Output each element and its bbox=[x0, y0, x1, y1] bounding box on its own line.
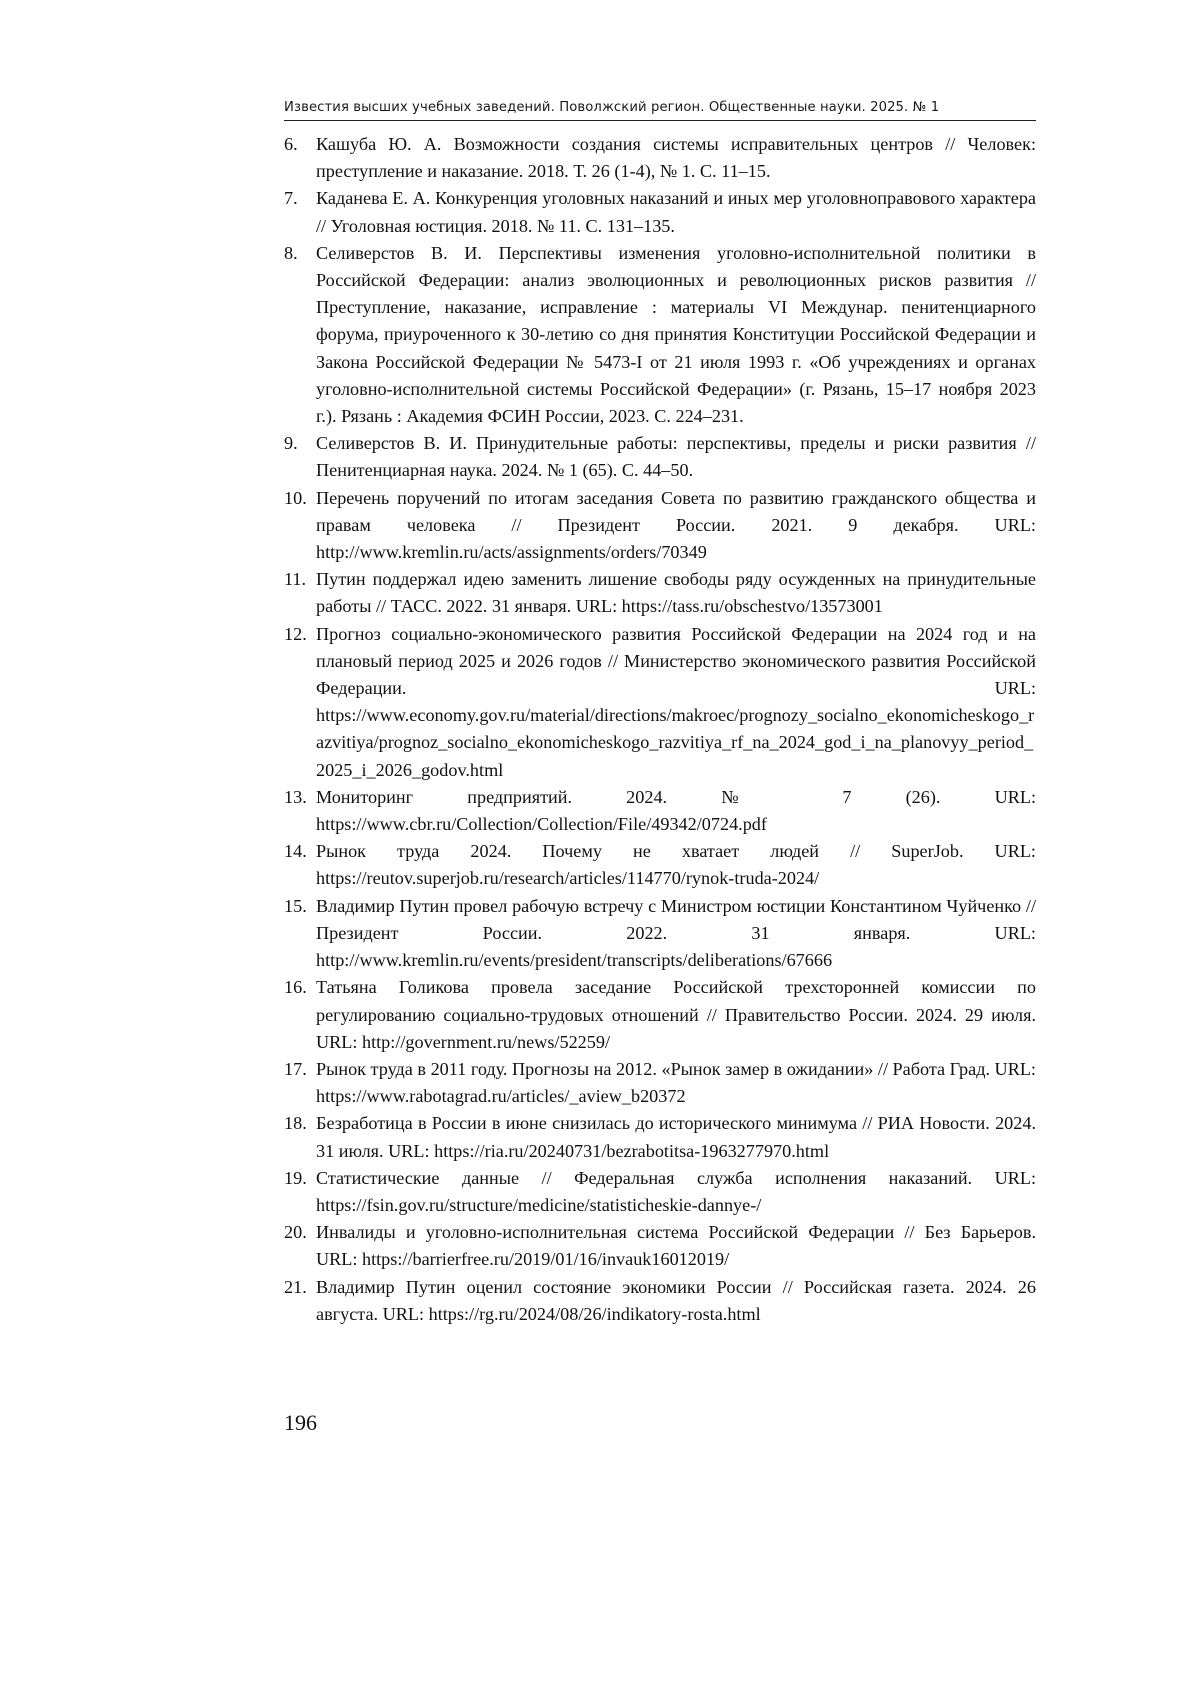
reference-number: 20. bbox=[284, 1222, 307, 1243]
reference-number: 11. bbox=[284, 569, 307, 590]
reference-text: Перечень поручений по итогам заседания Совета по развитию гражданского общества и правам человека // Президент России. 2021. 9 декабря. URL: http://www.kremlin.ru/acts/assignments/orders/70349 bbox=[316, 487, 1036, 563]
reference-item bbox=[284, 1274, 1036, 1328]
reference-text: Владимир Путин провел рабочую встречу с Министром юстиции Константином Чуйченко // Президент России. 2022. 31 января. URL: http://www.kremlin.ru/events/president/transcripts/deliberations/67666 bbox=[316, 895, 1036, 971]
reference-number: 19. bbox=[284, 1167, 307, 1188]
page-number: 196 bbox=[284, 1410, 317, 1435]
reference-text: Рынок труда в 2011 году. Прогнозы на 2012. «Рынок замер в ожидании» // Работа Град. URL: https://www.rabotagrad.ru/articles/_aview_b20372 bbox=[316, 1058, 1036, 1107]
reference-number: 18. bbox=[284, 1113, 307, 1134]
reference-text: Татьяна Голикова провела заседание Российской трехсторонней комиссии по регулированию социально-трудовых отношений // Правительство России. 2024. 29 июля. URL: http://government.ru/news/52259/ bbox=[316, 977, 1036, 1052]
reference-number: 8. bbox=[284, 242, 298, 263]
running-header: Известия высших учебных заведений. Поволжский регион. Общественные науки. 2025. № 1 bbox=[284, 100, 1036, 121]
reference-item bbox=[284, 1165, 1036, 1219]
reference-number: 15. bbox=[284, 895, 307, 916]
reference-item bbox=[284, 621, 1036, 784]
reference-number: 13. bbox=[284, 786, 307, 807]
reference-text: Прогноз социально-экономического развития Российской Федерации на 2024 год и на плановый период 2025 и 2026 годов // Министерство экономического развития Российской Федерации. URL: https://www.economy.gov.ru/material/directions/makroec/prognozy_socialno_ekonomicheskogo_razvitiya/prognoz_socialno_ekonomicheskogo_razvitiya_rf_na_2024_god_i_na_planovyy_period_2025_i_2026_godov.html bbox=[316, 623, 1036, 780]
reference-number: 7. bbox=[284, 188, 298, 209]
reference-number: 21. bbox=[284, 1276, 307, 1297]
reference-text: Селиверстов В. И. Перспективы изменения уголовно-исполнительной политики в Российской Федерации: анализ эволюционных и революционных рисков развития // Преступление, наказание, исправление : материалы VI Междунар. пенитенциарного форума, приуроченного к 30-летию со дня принятия Конституции Российской Федерации и Закона Российской Федерации № 5473-I от 21 июля 1993 г. «Об учреждениях и органах уголовно-исполнительной системы Российской Федерации» (г. Рязань, 15–17 ноября 2023 г.). Рязань : Академия ФСИН России, 2023. С. 224–231. bbox=[316, 242, 1036, 427]
reference-text: Кашуба Ю. А. Возможности создания системы исправительных центров // Человек: преступление и наказание. 2018. Т. 26 (1-4), № 1. С. 11–15. bbox=[316, 134, 1036, 182]
reference-text: Мониторинг предприятий. 2024. № 7 (26). URL: https://www.cbr.ru/Collection/Collection/File/49342/0724.pdf bbox=[316, 786, 1036, 835]
reference-item bbox=[284, 1056, 1036, 1110]
reference-item bbox=[284, 784, 1036, 838]
reference-item bbox=[284, 1219, 1036, 1273]
reference-text: Каданева Е. А. Конкуренция уголовных наказаний и иных мер уголовноправового характера // Уголовная юстиция. 2018. № 11. С. 131–135. bbox=[316, 188, 1036, 236]
reference-number: 10. bbox=[284, 487, 307, 508]
reference-number: 17. bbox=[284, 1058, 307, 1079]
reference-item bbox=[284, 1110, 1036, 1164]
reference-number: 12. bbox=[284, 623, 307, 644]
reference-number: 6. bbox=[284, 134, 298, 154]
reference-text: Путин поддержал идею заменить лишение свободы ряду осужденных на принудительные работы // ТАСС. 2022. 31 января. URL: https://tass.ru/obschestvo/13573001 bbox=[316, 569, 1036, 617]
reference-text: Статистические данные // Федеральная служба исполнения наказаний. URL: https://fsin.gov.ru/structure/medicine/statisticheskie-dannye-/ bbox=[316, 1167, 1036, 1215]
reference-number: 16. bbox=[284, 977, 307, 998]
reference-item bbox=[284, 838, 1036, 892]
reference-item bbox=[284, 566, 1036, 620]
reference-text: Рынок труда 2024. Почему не хватает людей // SuperJob. URL: https://reutov.superjob.ru/research/articles/114770/rynok-truda-2024/ bbox=[316, 841, 1036, 889]
reference-text: Селиверстов В. И. Принудительные работы: перспективы, пределы и риски развития // Пенитенциарная наука. 2024. № 1 (65). С. 44–50. bbox=[316, 433, 1036, 481]
reference-item bbox=[284, 240, 1036, 430]
reference-item bbox=[284, 485, 1036, 567]
reference-number: 9. bbox=[284, 433, 298, 454]
reference-text: Безработица в России в июне снизилась до исторического минимума // РИА Новости. 2024. 31 июля. URL: https://ria.ru/20240731/bezrabotitsa-1963277970.html bbox=[316, 1113, 1036, 1161]
reference-item bbox=[284, 430, 1036, 484]
reference-number: 14. bbox=[284, 841, 307, 862]
reference-item bbox=[284, 893, 1036, 975]
reference-item bbox=[284, 131, 1036, 185]
reference-item bbox=[284, 185, 1036, 239]
reference-text: Инвалиды и уголовно-исполнительная система Российской Федерации // Без Барьеров. URL: https://barrierfree.ru/2019/01/16/invauk16012019/ bbox=[316, 1222, 1036, 1270]
reference-list bbox=[284, 131, 1036, 1328]
reference-text: Владимир Путин оценил состояние экономики России // Российская газета. 2024. 26 августа. URL: https://rg.ru/2024/08/26/indikatory-rosta.html bbox=[316, 1276, 1036, 1324]
reference-item bbox=[284, 974, 1036, 1056]
page-content bbox=[284, 100, 1036, 1328]
